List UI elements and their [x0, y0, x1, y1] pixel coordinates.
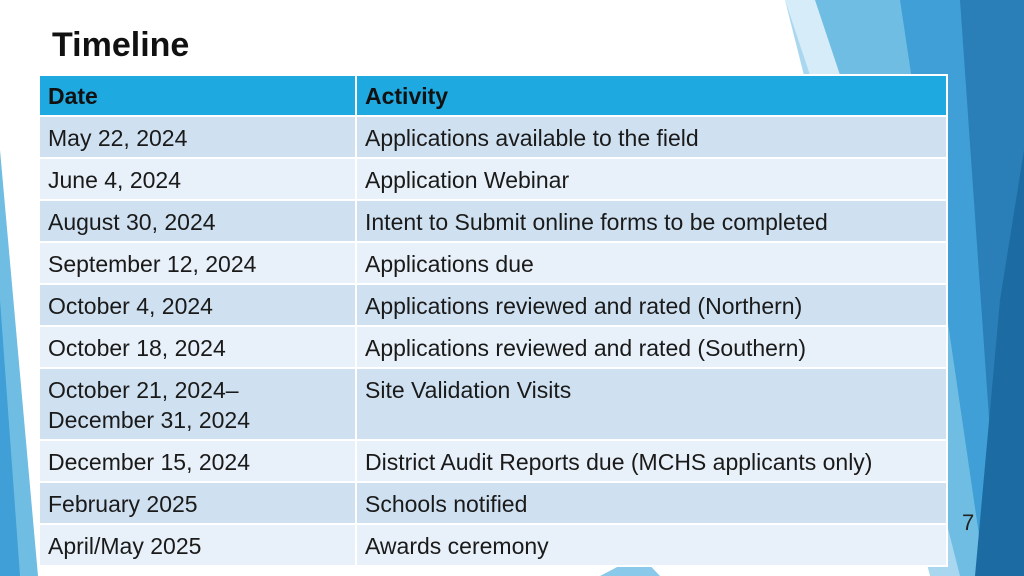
date-line-2: December 31, 2024	[48, 407, 251, 433]
table-row	[39, 524, 947, 566]
table-row	[39, 368, 947, 440]
table-row	[39, 200, 947, 242]
table-row	[39, 284, 947, 326]
column-header-date: Date	[39, 75, 356, 116]
table-row	[39, 242, 947, 284]
slide-number: 7	[962, 510, 975, 535]
activity-cell: Applications available to the field	[356, 116, 947, 158]
activity-cell: Applications reviewed and rated (Northern)	[356, 284, 947, 326]
activity-cell: Application Webinar	[356, 158, 947, 200]
table-row	[39, 158, 947, 200]
activity-cell: District Audit Reports due (MCHS applicants only)	[356, 440, 947, 482]
column-header-activity: Activity	[356, 75, 947, 116]
activity-cell: Site Validation Visits	[356, 368, 947, 440]
timeline-table	[38, 74, 948, 567]
table-row	[39, 116, 947, 158]
date-cell: September 12, 2024	[39, 242, 356, 284]
activity-cell: Awards ceremony	[356, 524, 947, 566]
table-row	[39, 440, 947, 482]
date-cell: October 4, 2024	[39, 284, 356, 326]
date-cell: December 15, 2024	[39, 440, 356, 482]
date-cell: April/May 2025	[39, 524, 356, 566]
activity-cell: Applications due	[356, 242, 947, 284]
date-cell: October 18, 2024	[39, 326, 356, 368]
date-cell: February 2025	[39, 482, 356, 524]
table-row	[39, 482, 947, 524]
date-line-1: October 21, 2024–	[48, 377, 239, 403]
date-cell: August 30, 2024	[39, 200, 356, 242]
activity-cell: Schools notified	[356, 482, 947, 524]
slide-title: Timeline	[52, 26, 190, 64]
date-cell	[39, 368, 356, 440]
activity-cell: Intent to Submit online forms to be completed	[356, 200, 947, 242]
table-row	[39, 326, 947, 368]
date-cell: June 4, 2024	[39, 158, 356, 200]
date-cell: May 22, 2024	[39, 116, 356, 158]
activity-cell: Applications reviewed and rated (Southern)	[356, 326, 947, 368]
table-header-row	[39, 75, 947, 116]
